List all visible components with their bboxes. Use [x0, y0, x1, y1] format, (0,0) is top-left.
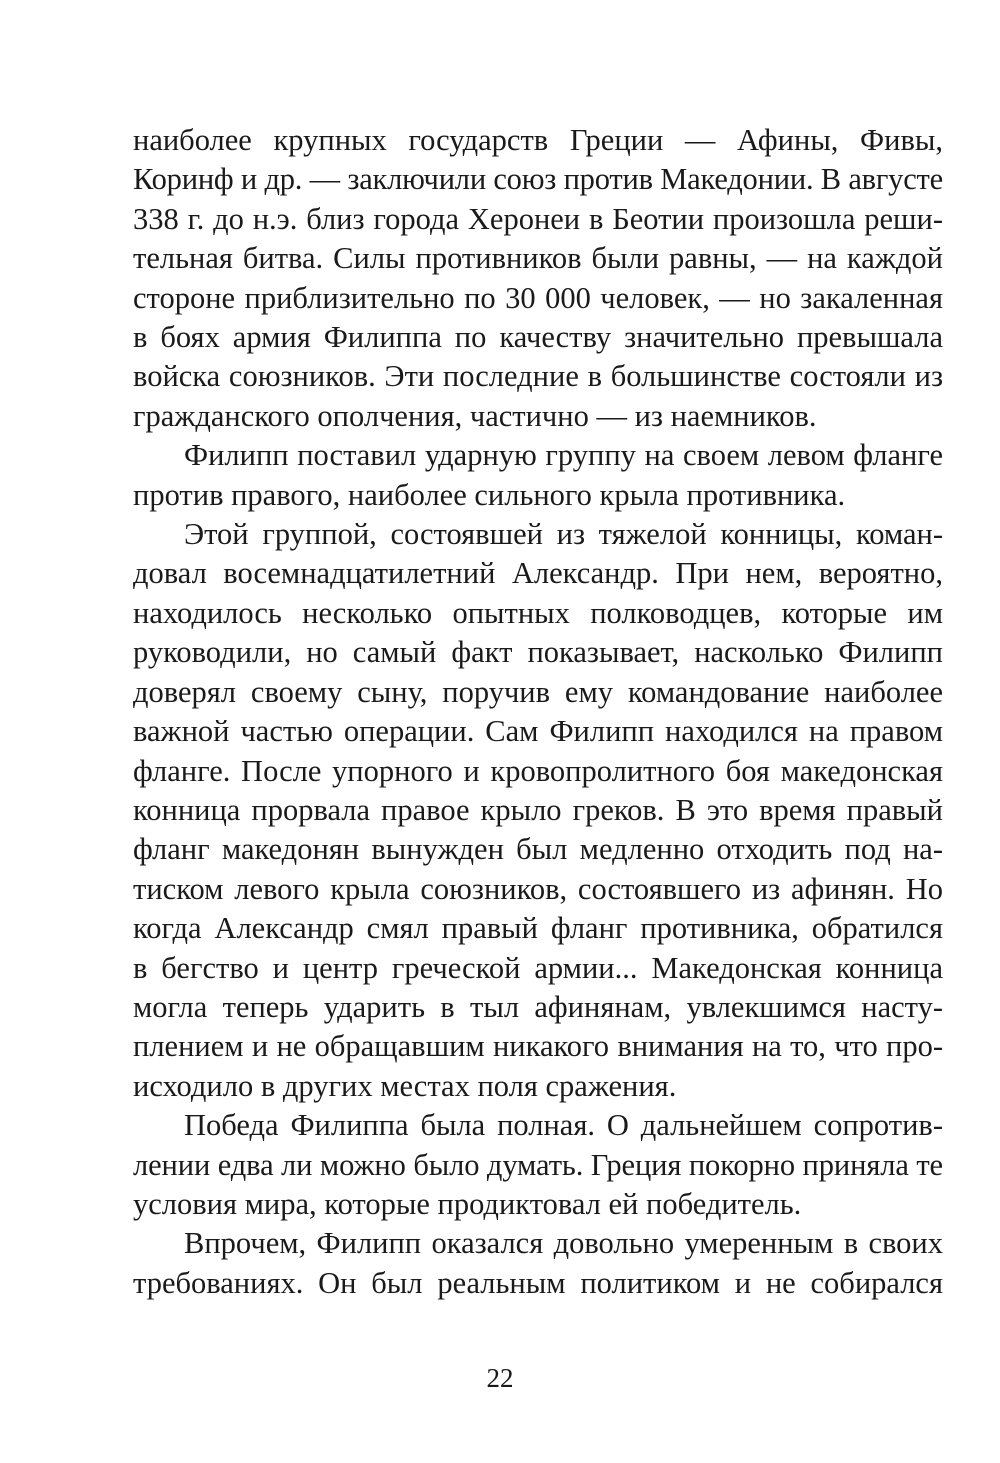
text-line: довал восемнадцатилетний Александр. При нем, вероятно, [133, 556, 943, 591]
text-line: Этой группой, состоявшей из тяжелой конницы, коман- [184, 517, 943, 552]
paragraph-2 [133, 436, 943, 515]
paragraph-4 [133, 1106, 943, 1224]
text-line: исходило в других местах поля сражения. [133, 1068, 677, 1103]
text-line: 338 г. до н.э. близ города Херонеи в Беотии произошла реши- [133, 201, 943, 236]
text-line: Коринф и др. — заключили союз против Македонии. В августе [133, 162, 943, 197]
text-line: конница прорвала правое крыло греков. В это время правый [133, 792, 943, 827]
text-line: доверял своему сыну, поручив ему командование наиболее [133, 674, 943, 709]
text-line: Филипп поставил ударную группу на своем левом фланге [184, 438, 943, 473]
page-number: 22 [486, 1363, 514, 1393]
page-body [133, 121, 943, 1303]
paragraph-3 [133, 515, 943, 1106]
text-line: тельная битва. Силы противников были равны, — на каждой [133, 241, 943, 276]
text-line: стороне приблизительно по 30 000 человек, — но закаленная [133, 280, 943, 315]
text-line: тиском левого крыла союзников, состоявшего из афинян. Но [133, 871, 943, 906]
text-line: гражданского ополчения, частично — из наемников. [133, 398, 817, 433]
text-line: могла теперь ударить в тыл афинянам, увлекшимся насту- [133, 989, 943, 1024]
text-line: Победа Филиппа была полная. О дальнейшем сопротив- [184, 1108, 943, 1143]
text-line: плением и не обращавшим никакого внимания на то, что про- [133, 1029, 943, 1064]
text-line: условия мира, которые продиктовал ей победитель. [133, 1186, 802, 1221]
paragraph-5 [133, 1224, 943, 1303]
text-line: фланг македонян вынужден был медленно отходить под на- [133, 832, 943, 867]
paragraph-1 [133, 121, 943, 436]
text-line: Впрочем, Филипп оказался довольно умеренным в своих [184, 1226, 943, 1261]
text-line: против правого, наиболее сильного крыла противника. [133, 477, 846, 512]
text-line: войска союзников. Эти последние в большинстве состояли из [133, 359, 943, 394]
text-line: важной частью операции. Сам Филипп находился на правом [133, 714, 943, 749]
text-line: руководили, но самый факт показывает, насколько Филипп [133, 635, 943, 670]
text-line: в боях армия Филиппа по качеству значительно превышала [133, 320, 943, 355]
text-line: в бегство и центр греческой армии... Македонская конница [133, 950, 943, 985]
text-line: когда Александр смял правый фланг противника, обратился [133, 911, 943, 946]
text-line: фланге. После упорного и кровопролитного боя македонская [133, 753, 943, 788]
text-line: требованиях. Он был реальным политиком и не собирался [133, 1265, 943, 1300]
text-line: находилось несколько опытных полководцев, которые им [133, 595, 943, 630]
text-line: наиболее крупных государств Греции — Афины, Фивы, [133, 123, 943, 157]
text-line: лении едва ли можно было думать. Греция покорно приняла те [133, 1147, 943, 1182]
